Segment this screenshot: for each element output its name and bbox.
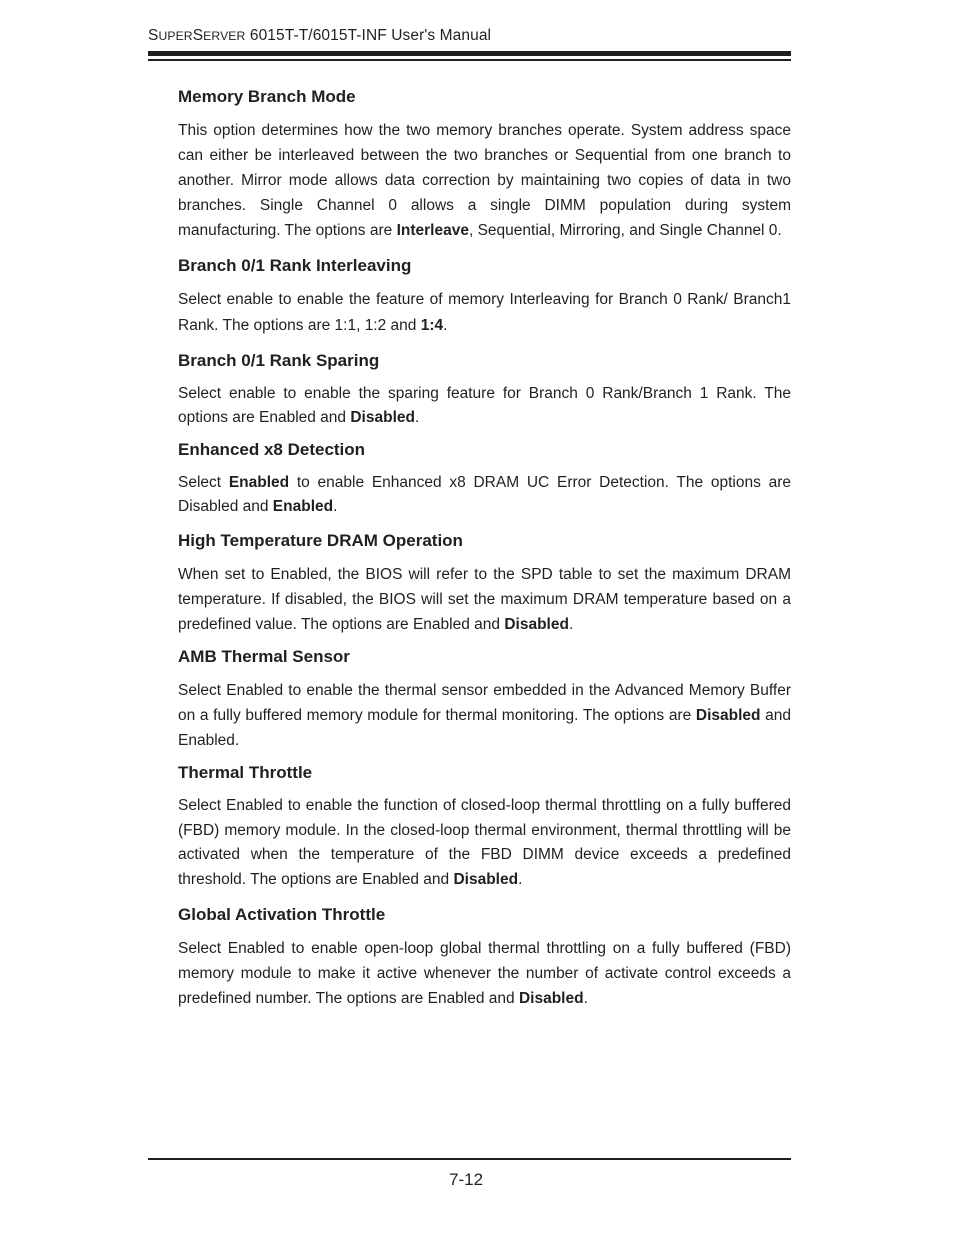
section-rank-interleaving [178,255,791,339]
page-number: 7-12 [449,1170,484,1189]
section-title: High Temperature DRAM Operation [178,531,463,550]
body-text: . [583,989,588,1007]
section-thermal-throttle [178,762,791,893]
body-text: Select Enabled to enable open-loop global thermal throttling on a fully buffered (FBD) memory module to make it active whenever the number of activate control exceeds a predefined number. The options are Enabled and [178,939,791,1007]
header-divider-thick [148,51,791,56]
manual-title: SUPERSERVER 6015T-T/6015T-INF User's Manual [148,27,492,44]
section-body [178,794,791,893]
bold-default-option: Enabled [228,474,290,491]
section-rank-sparing [178,350,791,430]
bold-default-option: Disabled [504,616,569,633]
section-body [178,936,791,1011]
section-title: Thermal Throttle [178,763,313,782]
body-text: , Sequential, Mirroring, and Single Channel 0. [468,222,782,239]
body-text: This option determines how the two memory branches operate. System address space can either be interleaved between the two branches or Sequential from one branch to another. Mirror mode allows data correction by maintaining two copies of data in two branches. Single Channel 0 allows a single DIMM population during system manufacturing. The options are [178,122,791,239]
bold-default-option: Disabled [518,989,584,1007]
section-title: Branch 0/1 Rank Sparing [178,351,380,370]
header-divider-thin [148,59,791,61]
body-text: and Enabled. [178,707,791,749]
section-high-temp-dram [178,530,791,637]
footer-divider [148,1158,791,1160]
section-body [178,562,791,637]
section-title: Branch 0/1 Rank Interleaving [178,256,412,275]
body-text: Select [178,474,229,491]
bold-default-option: Disabled [695,707,761,724]
bold-default-option: 1:4 [420,317,444,334]
section-body [178,287,791,339]
bold-default-option: Enabled [272,498,334,515]
bold-default-option: Interleave [396,222,469,239]
bold-default-option: Disabled [350,409,415,426]
section-body [178,678,791,753]
body-text: Select enable to enable the feature of memory Interleaving for Branch 0 Rank/ Branch1 Rank. The options are 1:1, 1:2 and [178,291,791,334]
body-text: to enable Enhanced x8 DRAM UC Error Detection. The options are Disabled and [178,474,792,515]
body-text: Select Enabled to enable the thermal sensor embedded in the Advanced Memory Buffer on a fully buffered memory module for thermal monitoring. The options are [178,682,791,724]
section-title: Memory Branch Mode [178,87,356,106]
section-enhanced-x8-detection [178,439,791,519]
page-content [178,86,791,1011]
body-text: When set to Enabled, the BIOS will refer to the SPD table to set the maximum DRAM temperature. If disabled, the BIOS will set the maximum DRAM temperature based on a predefined value. The options are Enabled and [178,566,791,633]
section-title: Enhanced x8 Detection [178,440,366,459]
body-text: . [568,616,574,633]
section-global-activation-throttle [178,904,791,1011]
section-title: AMB Thermal Sensor [178,647,350,666]
section-memory-branch-mode [178,86,791,243]
section-amb-thermal-sensor [178,646,791,753]
section-body [178,118,791,243]
body-text: . [414,409,420,426]
body-text: . [333,498,338,515]
body-text: . [443,317,448,334]
body-text: Select Enabled to enable the function of closed-loop thermal throttling on a fully buffered (FBD) memory module. In the closed-loop thermal environment, thermal throttling will be activated when the temperature of the FBD DIMM device exceeds a predefined threshold. The options are Enabled and [178,797,791,889]
section-body [178,471,791,519]
section-body [178,382,791,430]
body-text: Select enable to enable the sparing feature for Branch 0 Rank/Branch 1 Rank. The options are Enabled and [178,385,791,426]
body-text: . [518,871,523,889]
section-title: Global Activation Throttle [178,904,386,924]
bold-default-option: Disabled [453,871,519,889]
